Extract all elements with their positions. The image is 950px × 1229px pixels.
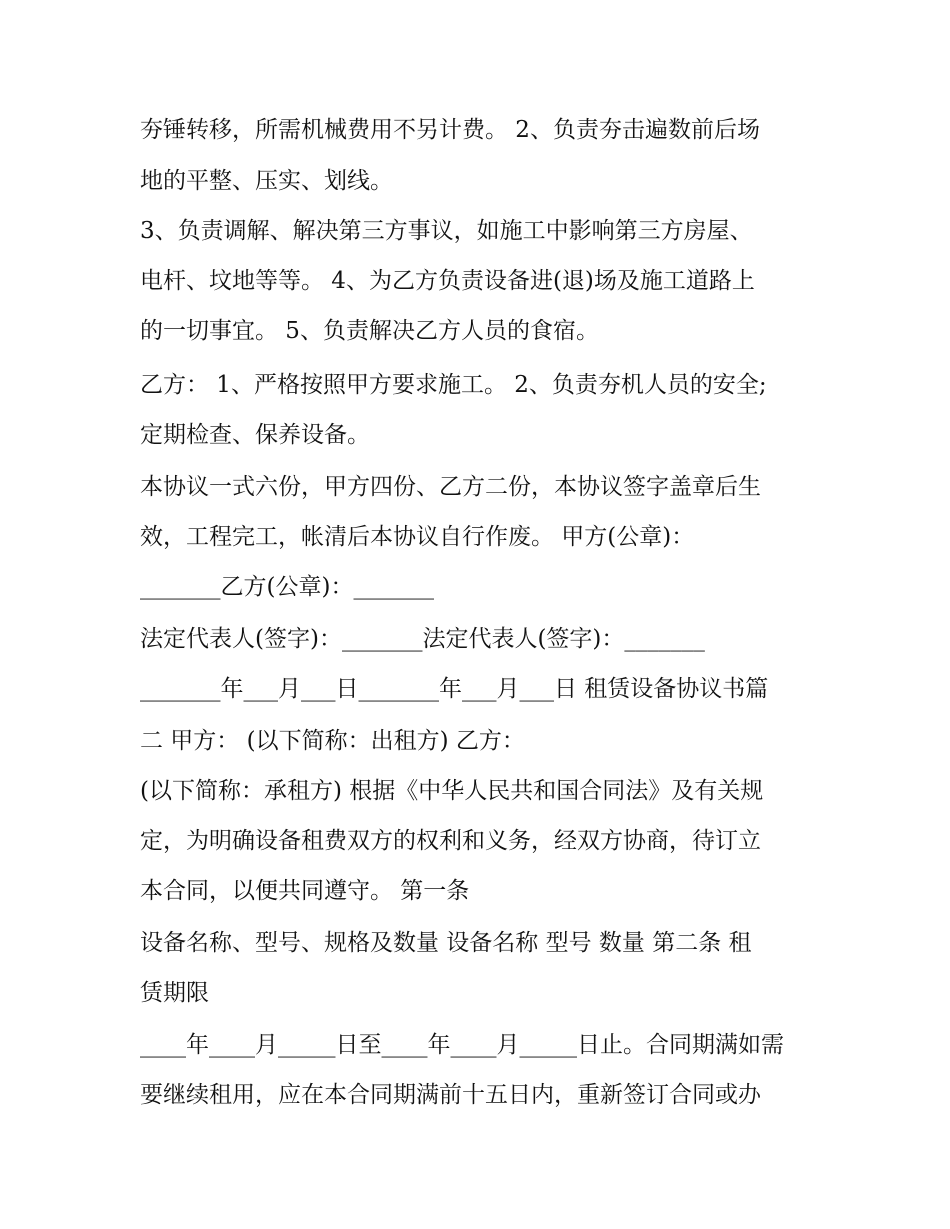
text-line: 夯锤转移，所需机械费用不另计费。 2、负责夯击遍数前后场 [140, 117, 760, 143]
text-line: 本协议一式六份，甲方四份、乙方二份，本协议签字盖章后生 [140, 474, 761, 500]
text-line: 赁期限 [140, 980, 209, 1006]
text-line: 本合同，以便共同遵守。 第一条 [140, 878, 470, 904]
text-line: _______乙方(公章)：_______ [140, 574, 434, 600]
text-line: 地的平整、压实、划线。 [140, 168, 393, 194]
text-line: 定期检查、保养设备。 [140, 422, 370, 448]
text-line: 法定代表人(签字)：_______法定代表人(签字)：_______ [140, 626, 705, 652]
text-line: 定，为明确设备租费双方的权利和义务，经双方协商，待订立 [140, 828, 761, 854]
text-line: 设备名称、型号、规格及数量 设备名称 型号 数量 第二条 租 [140, 930, 752, 956]
text-line: ____年____月_____日至____年____月_____日止。合同期满如需 [140, 1032, 784, 1058]
text-line: 电杆、坟地等等。 4、为乙方负责设备进(退)场及施工道路上 [140, 268, 755, 294]
text-line: (以下简称：承租方) 根据《中华人民共和国合同法》及有关规 [140, 778, 764, 804]
text-line: 3、负责调解、解决第三方事议，如施工中影响第三方房屋、 [140, 218, 753, 244]
text-line: 二 甲方： (以下简称：出租方) 乙方： [140, 728, 525, 754]
text-line: 要继续租用，应在本合同期满前十五日内，重新签订合同或办 [140, 1082, 761, 1108]
text-line: _______年___月___日_______年___月___日 租赁设备协议书篇 [140, 676, 769, 702]
text-line: 的一切事宜。 5、负责解决乙方人员的食宿。 [140, 318, 599, 344]
text-line: 效，工程完工，帐清后本协议自行作废。 甲方(公章)： [140, 524, 695, 550]
text-line: 乙方： 1、严格按照甲方要求施工。 2、负责夯机人员的安全; [140, 372, 767, 398]
